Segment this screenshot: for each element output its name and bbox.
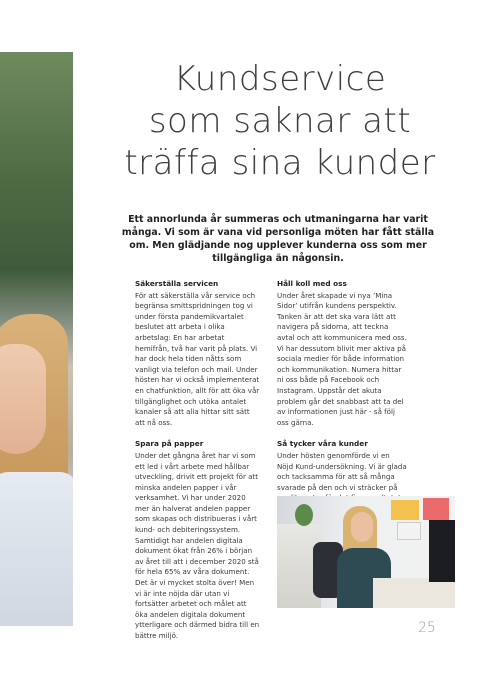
section-body: Under hösten genomförde vi en Nöjd Kund-undersökning. Vi är glada och tacksamma för att så många svarade på den och vi sträcker på	[277, 450, 407, 492]
page-title	[110, 58, 450, 184]
section-heading: Så tycker våra kunder	[277, 439, 368, 449]
left-column	[135, 279, 260, 642]
page-number: 25	[418, 620, 436, 636]
portrait-shirt	[0, 472, 73, 626]
lead-paragraph: Ett annorlunda år summeras och utmaningarna har varit många. Vi som är vana vid personliga möten har fått ställa om. Men glädjande nog upplever kunderna oss som mer tillgängliga än någonsin.	[121, 214, 435, 264]
section-body: Under det gångna året har vi som ett led i vårt arbete med hållbar utveckling, drivit ett projekt för att minska andelen papper i vår verksamhet. Vi har under 2020 mer än halverat andelen papper som skapas och distribueras i vårt kund- och debiteringssystem. Samtidigt har andelen digitala dokument ökat från 26% i början av året till att i december 2020 stå för hela 65% av våra dokument. Det är vi mycket stolta över! Men vi är inte nöjda där utan vi fortsätter arbetet och målet att öka andelen digitala dokument ytterligare och därmed bidra till en bättre miljö.	[135, 450, 260, 640]
section-body: Under året skapade vi nya ’Mina Sidor’ utifrån kundens perspektiv. Tanken är att det ska vara lätt att navigera på sidorna, att teckna avtal och att kommunicera med oss. Vi har dessutom blivit mer aktiva på sociala medier för både information och kommunikation. Numera hittar ni oss både på Facebook och Instagram. Uppstår det akuta problem går det snabbast att ta del av informationen just här - så följ oss gärna.	[277, 290, 407, 427]
section-heading: Håll koll med oss	[277, 279, 347, 288]
section-heading: Säkerställa servicen	[135, 279, 219, 288]
title-line-3: träffa sina kunder	[124, 143, 436, 183]
section-body: För att säkerställa vår service och begränsa smittspridningen tog vi under första pandemikvartalet beslutet att arbeta i olika arbetslag: En har arbetat hemifrån, två har varit på plats. Vi har dock hela tiden nåtts som vanligt via telefon och mail. Under hösten har vi också implementerat en chatfunktion, allt för att öka vår tillgänglighet och utöka antalet kanaler så att alla hittar sitt sätt att nå oss.	[135, 290, 260, 427]
section-heading: Spara på papper	[135, 439, 204, 449]
portrait-face	[0, 344, 46, 454]
office-photo	[277, 496, 455, 608]
right-column	[277, 279, 407, 514]
portrait-photo	[0, 52, 73, 626]
title-line-1: Kundservice	[173, 59, 387, 99]
title-line-2: som saknar att	[148, 101, 412, 141]
